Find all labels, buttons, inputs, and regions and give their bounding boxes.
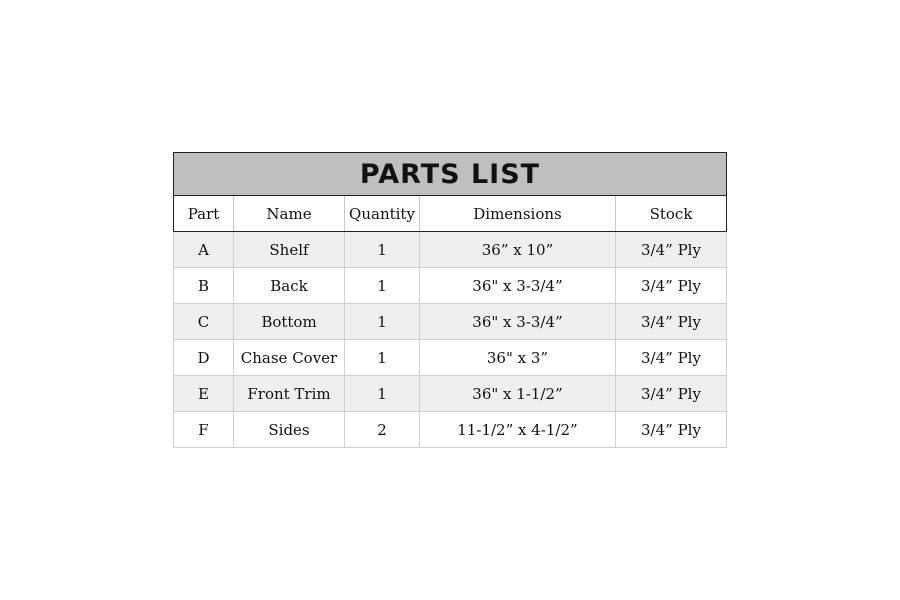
cell-name: Sides [234,412,345,448]
cell-dimensions: 36” x 10” [420,232,616,268]
table-title: PARTS LIST [174,153,727,196]
cell-quantity: 1 [345,340,420,376]
cell-dimensions: 36" x 3” [420,340,616,376]
header-dimensions: Dimensions [420,196,616,232]
table-row [174,412,727,448]
cell-stock: 3/4” Ply [616,340,727,376]
cell-quantity: 1 [345,304,420,340]
cell-quantity: 2 [345,412,420,448]
cell-stock: 3/4” Ply [616,268,727,304]
cell-part: E [174,376,234,412]
table-row [174,340,727,376]
cell-name: Front Trim [234,376,345,412]
cell-dimensions: 36" x 1-1/2” [420,376,616,412]
table-row [174,268,727,304]
cell-stock: 3/4” Ply [616,232,727,268]
cell-quantity: 1 [345,376,420,412]
cell-stock: 3/4” Ply [616,412,727,448]
cell-part: F [174,412,234,448]
cell-quantity: 1 [345,232,420,268]
cell-name: Back [234,268,345,304]
header-part: Part [174,196,234,232]
cell-part: B [174,268,234,304]
cell-dimensions: 11-1/2” x 4-1/2” [420,412,616,448]
header-stock: Stock [616,196,727,232]
cell-name: Bottom [234,304,345,340]
parts-list-table [173,152,727,448]
cell-stock: 3/4” Ply [616,376,727,412]
cell-quantity: 1 [345,268,420,304]
table-row [174,376,727,412]
cell-dimensions: 36" x 3-3/4” [420,268,616,304]
cell-name: Chase Cover [234,340,345,376]
cell-name: Shelf [234,232,345,268]
table-row [174,232,727,268]
cell-part: D [174,340,234,376]
header-name: Name [234,196,345,232]
cell-part: C [174,304,234,340]
cell-part: A [174,232,234,268]
cell-dimensions: 36" x 3-3/4” [420,304,616,340]
table-row [174,304,727,340]
header-quantity: Quantity [345,196,420,232]
cell-stock: 3/4” Ply [616,304,727,340]
header-row [174,196,727,232]
title-row [174,153,727,196]
